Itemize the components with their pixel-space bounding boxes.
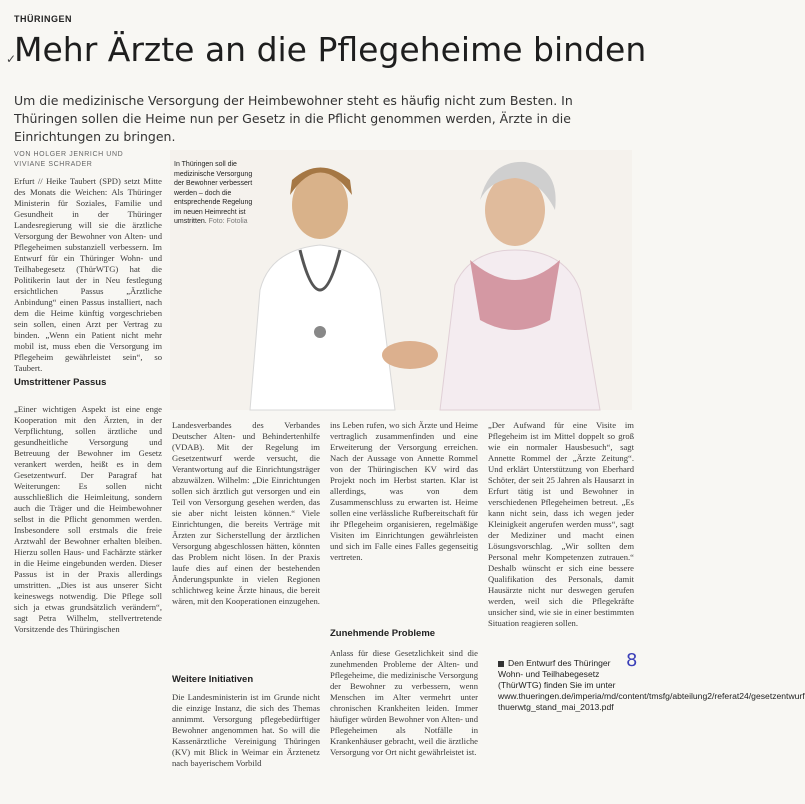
body-paragraph: „Der Aufwand für eine Visite im Pflegeheim ist im Mittel doppelt so groß wie ein normaler Hausbesuch“, sagt Annette Rommel der „Ärzte Zeitung“. Und erklärt Unterstützung von Eberhard Schöter, der seit 25 Jahren als Hausarzt in Erfurt tätig ist und Bewohner in verschiedenen Pflegeheimen betreut. „Es kann nicht sein, dass ich wegen jeder Kleinigkeit angerufen werden muss“, sagt der Mediziner und macht einen Lösungsvorschlag. „Wir sollten dem Personal mehr Kompetenzen zutrauen.“ Deshalb wünscht er sich eine bessere Qualifikation des Personals, damit Hausärzte nicht nur deswegen gerufen werden, weil sich die Pflegekräfte unsicher sind, wie sie in einer bestimmten Situation reagieren sollen. [488,420,634,628]
column-1 [14,176,162,376]
column-2 [172,420,320,648]
column-3-body [330,648,478,790]
column-1-body [14,404,162,790]
lead-paragraph: Um die medizinische Versorgung der Heimbewohner steht es häufig nicht zum Besten. In Thüringen sollen die Heime nun per Gesetz in die Pflicht genommen werden, Ärzte in die Einrichtungen zu bringen. [14,93,573,144]
subheading-weitere-initiativen: Weitere Initiativen [172,674,254,685]
subheading-umstrittener-passus: Umstrittener Passus [14,377,107,388]
body-paragraph: „Einer wichtigen Aspekt ist eine enge Kooperation mit den Ärzten, in der Verpflichtung, sollen ärztliche und gesundheitliche Versorgung und Betreuung der Bewohner im Gesetz verankert werden, heißt es in dem Gesetzentwurf. Der Paragraf hat Weiterungen: Es sollen nicht ausschließlich die Heimleitung, sondern auch die Träger und die Heimbewohner selbst in die Pflicht genommen werden. Insbesondere soll erstmals die freie Arztwahl der Bewohner erhalten bleiben. Hierzu sollen Haus- und Fachärzte stärker in die Heime eingebunden werden. Dieser Passus ist in der Praxis allerdings umstritten. „Dies ist aus unserer Sicht keineswegs notwendig. Die Pflege soll sich ja etwas grundsätzlich verändern“, sagt Petra Wilhelm, stellvertretende Vorsitzende des Thüringischen [14,404,162,634]
photo-credit: Foto: Fotolia [208,218,248,225]
info-box-text: Den Entwurf des Thüringer Wohn- und Teilhabegesetz (ThürWTG) finden Sie im unter www.thueringen.de/imperia/md/content/tmsfg/abteilung2/referat24/gesetzentwurf thuerwtg_stand_mai_2013.pdf [498,658,805,712]
body-paragraph: Landesverbandes des Verbandes Deutscher Alten- und Behindertenhilfe (VDAB). Mit der Regelung im Gesetzentwurf werde versucht, die Verantwortung auf die Einrichtungsträger abzuwälzen. Wilhelm: „Die Einrichtungen sollen sich ärztlich gut versorgen und ein Teil von Versorgung gesehen werden, das sie aber nicht leisten können.“ Viele Einrichtungen, die bereits Verträge mit Ärzten zur Sicherstellung der ärztlichen Versorgung abgeschlossen hätten, könnten das Problem nicht lösen. In der Praxis laufe dies auf einen der bestehenden Änderungspunkte in vielen Regionen schlichtweg keine Ärzte hinaus, die bereit wären, mit den Kooperationen einzugehen. [172,420,320,606]
body-paragraph: Die Landesministerin ist im Grunde nicht die einzige Instanz, die sich des Themas annimmt. Versorgung pflegebedürftiger Bewohner angenommen hat. So will die Kassenärztliche Vereinigung Thüringen (KV) mit Blick in Weimar ein Ärztenetz nach bayerischem Vorbild [172,692,320,768]
body-paragraph: ins Leben rufen, wo sich Ärzte und Heime vertraglich zusammenfinden und eine Erweiterung der Versorgung erreichen. Nach der Aussage von Annette Rommel von der Thüringischen KV wird das Projekt noch im Herbst starten. Klar ist allerdings, was von dem Zusammenschluss zu erwarten ist. Heime sollen eine verlässliche Rufbereitschaft für ihr Pflegeheim organisieren, regelmäßige Visiten im Einrichtungen gewährleisten und sich im Falle eines Falles gegenseitig vertreten. [330,420,478,562]
body-paragraph: Anlass für diese Gesetzlichkeit sind die zunehmenden Probleme der Alten- und Pflegeheime, die medizinische Versorgung der Bewohner zu verbessern, wenn Menschen im Alter vermehrt unter chronischen Krankheiten leiden. Immer häufiger würden Bewohner von Alten- und Pflegeheimen als Notfälle in Krankenhäuser gebracht, weil die ärztliche Versorgung vor Ort nicht gewährleistet ist. [330,648,478,757]
handwritten-mark: 8 [626,650,638,671]
photo-caption [174,160,256,227]
subheading-zunehmende-probleme: Zunehmende Probleme [330,628,436,639]
intro-paragraph: Erfurt // Heike Taubert (SPD) setzt Mitte des Monats die Weichen: Als Thüringer Ministerin für Soziales, Familie und Gesundheit in der Thüringer Landesregierung will sie die ärztliche Versorgung der Bewohner von Alten- und Pflegeheimen substanziell verbessern. Im Entwurf für ein Thüringer Wohn- und Teilhabegesetz (ThürWTG) hat die Politikerin laut der in Neu festlegung ersichtlichen Passus „Ärztliche Anbindung“ einen Passus installiert, nach dem die Heime künftig vorgeschrieben sein sollen, einen Arzt per Vertrag zu binden. „Wenn ein Patient nicht mehr mobil ist, muss eben die Versorgung im Pflegeheim gewährleistet sein“, so Taubert. [14,176,162,373]
byline-line-2: VIVIANE SCHRADER [14,161,93,168]
section-label: THÜRINGEN [14,14,72,24]
headline: Mehr Ärzte an die Pflegeheime binden [14,30,647,69]
byline-line-1: VON HOLGER JENRICH UND [14,151,124,158]
byline [14,150,123,170]
column-2-body [172,692,320,790]
check-mark-icon: ✓ [6,52,17,66]
column-3 [330,420,478,598]
square-bullet-icon [498,661,504,667]
info-box [498,658,805,713]
column-4 [488,420,634,648]
caption-text: In Thüringen soll die medizinische Versorgung der Bewohner verbessert werden – doch die entsprechende Regelung im neuen Heimrecht ist umstritten. [174,161,253,225]
